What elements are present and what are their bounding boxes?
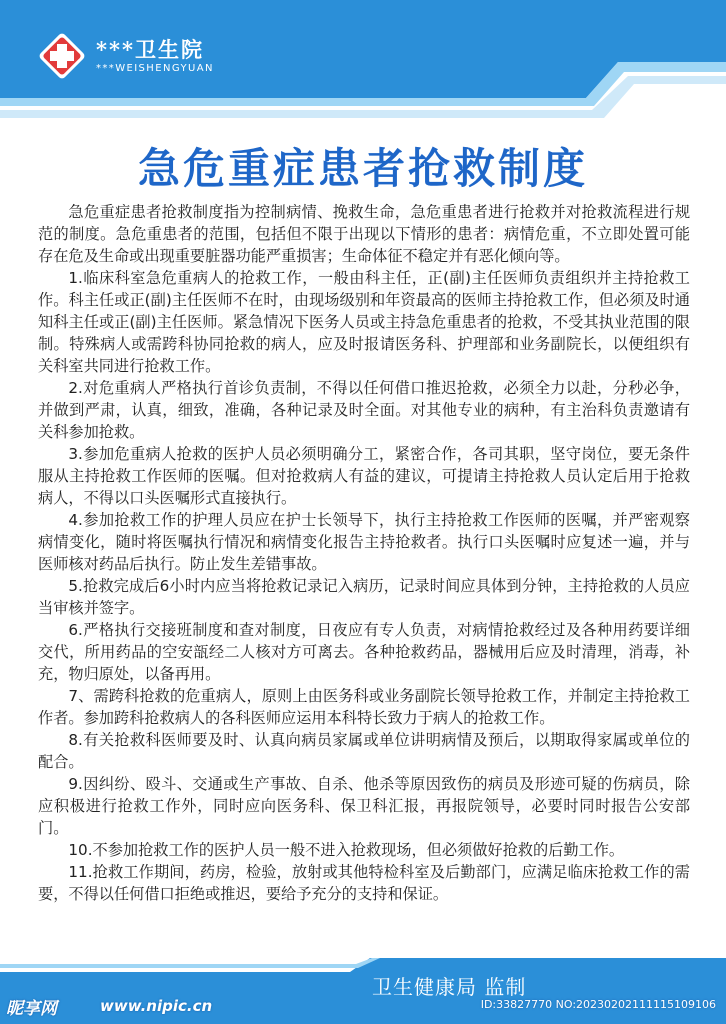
regulation-body — [38, 201, 690, 905]
paragraph-10: 10.不参加抢救工作的医护人员一般不进入抢救现场，但必须做好抢救的后勤工作。 — [68, 841, 625, 859]
paragraph-6: 6.严格执行交接班制度和查对制度，日夜应有专人负责，对病情抢救经过及各种用药要详细交代，所用药品的空安瓿经二人核对方可离去。各种抢救药品，器械用后应及时清理，消毒，补充，物归原处，以备再用。 — [38, 621, 690, 683]
paragraph-5: 5.抢救完成后6小时内应当将抢救记录记入病历，记录时间应具体到分钟，主持抢救的人员应当审核并签字。 — [38, 577, 690, 617]
page-title: 急危重症患者抢救制度 — [137, 144, 588, 193]
watermark-site-logo: 昵享网 — [6, 999, 57, 1019]
paragraph-7: 7、需跨科抢救的危重病人，原则上由医务科或业务副院长领导抢救工作，并制定主持抢救工作者。参加跨科抢救病人的各科医师应运用本科特长致力于病人的抢救工作。 — [38, 687, 690, 727]
paragraph-1: 1.临床科室急危重病人的抢救工作，一般由科主任，正(副)主任医师负责组织并主持抢救工作。科主任或正(副)主任医师不在时，由现场级别和年资最高的医师主持抢救工作，但必须及时通知科主任或正(副)主任医师。紧急情况下医务人员或主持急危重患者的抢救，不受其执业范围的限制。特殊病人或需跨科协同抢救的病人，应及时报请医务科、护理部和业务副院长，以便组织有关科室共同进行抢救工作。 — [38, 269, 690, 375]
hospital-name: ***卫生院 — [96, 37, 204, 62]
watermark-url: www.nipic.cn — [100, 997, 213, 1015]
paragraph-intro: 急危重症患者抢救制度指为控制病情、挽救生命，急危重患者进行抢救并对抢救流程进行规范的制度。急危重患者的范围，包括但不限于出现以下情形的患者：病情危重，不立即处置可能存在危及生命或出现重要脏器功能严重损害；生命体征不稳定并有恶化倾向等。 — [38, 203, 690, 265]
paragraph-8: 8.有关抢救科医师要及时、认真向病员家属或单位讲明病情及预后，以期取得家属或单位的配合。 — [38, 731, 690, 771]
supervisor-label: 卫生健康局 监制 — [372, 975, 527, 999]
paragraph-2: 2.对危重病人严格执行首诊负责制，不得以任何借口推迟抢救，必须全力以赴，分秒必争，并做到严肃，认真，细致，准确，各种记录及时全面。对其他专业的病种，有主治科负责邀请有关科参加抢救。 — [38, 379, 690, 441]
paragraph-11: 11.抢救工作期间，药房，检验，放射或其他特检科室及后勤部门，应满足临床抢救工作的需要，不得以任何借口拒绝或推迟，要给予充分的支持和保证。 — [38, 863, 690, 903]
paragraph-3: 3.参加危重病人抢救的医护人员必须明确分工，紧密合作，各司其职，坚守岗位，要无条件服从主持抢救工作医师的医嘱。但对抢救病人有益的建议，可提请主持抢救人员认定后用于抢救病人，不得以口头医嘱形式直接执行。 — [38, 445, 690, 507]
red-cross-shield-icon — [38, 32, 86, 80]
hospital-pinyin: ***WEISHENGYUAN — [96, 63, 214, 74]
paragraph-9: 9.因纠纷、殴斗、交通或生产事故、自杀、他杀等原因致伤的病员及形迹可疑的伤病员，除应积极进行抢救工作外，同时应向医务科、保卫科汇报，再报院领导，必要时同时报告公安部门。 — [38, 775, 690, 837]
watermark-image-id: ID:33827770 NO:20230202111115109106 — [480, 998, 716, 1011]
paragraph-4: 4.参加抢救工作的护理人员应在护士长领导下，执行主持抢救工作医师的医嘱，并严密观察病情变化，随时将医嘱执行情况和病情变化报告主持抢救者。执行口头医嘱时应复述一遍，并与医师核对药品后执行。防止发生差错事故。 — [38, 511, 690, 573]
